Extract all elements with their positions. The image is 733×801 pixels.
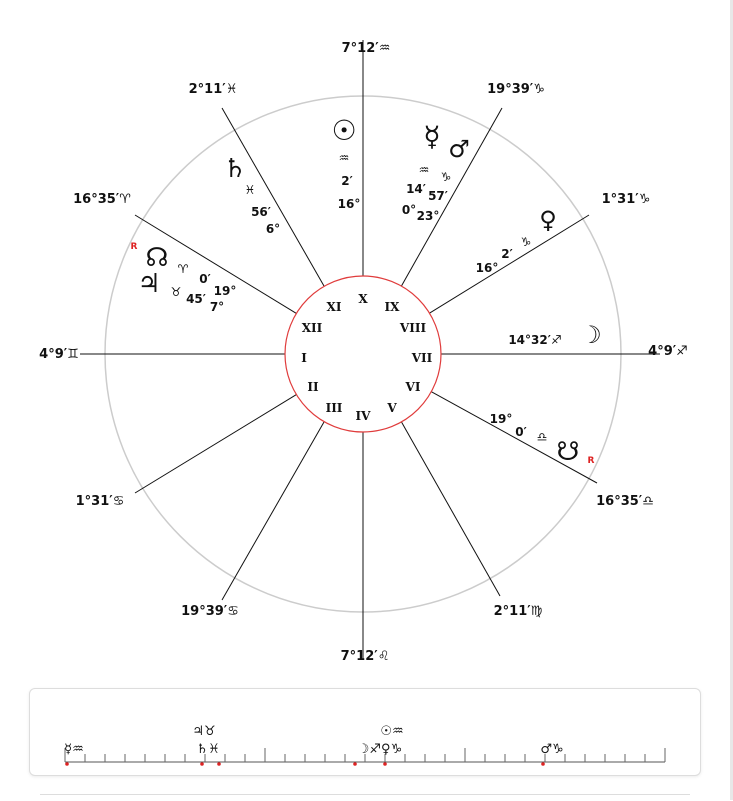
venus-sign: ♑ [520, 235, 532, 249]
north-node-icon: ☊ [145, 243, 169, 273]
sun-degrees: 16° [337, 197, 361, 211]
sun-sign: ♒ [338, 151, 350, 165]
house-number-iii: III [325, 401, 343, 415]
venus-icon: ♀ [539, 206, 557, 234]
house-number-ii: II [307, 380, 319, 394]
house-number-x: X [358, 292, 368, 306]
south-node-minutes: 0′ [515, 425, 527, 439]
cusp-label-ix: 19°39′♑ [487, 82, 545, 97]
venus-degrees: 16° [475, 261, 499, 275]
house-number-vii: VII [411, 351, 433, 365]
strip-label-moon-venus: ☽♐♀♑ [357, 742, 403, 757]
planet-position-marker [541, 762, 545, 766]
saturn-degrees: 6° [265, 222, 281, 236]
house-number-xi: XI [326, 300, 342, 314]
position-ruler [30, 689, 700, 775]
cusp-label-vi: 16°35′♎ [596, 494, 654, 509]
saturn-minutes: 56′ [251, 205, 271, 219]
strip-label-jupiter-north-node: ♃♉ [192, 724, 216, 739]
cusp-label-x: 7°12′♒ [341, 41, 391, 56]
south-node-degrees: 19° [489, 412, 513, 426]
north-node-degrees: 19° [213, 284, 237, 298]
house-cusp-line-v [401, 422, 500, 596]
jupiter-icon: ♃ [137, 269, 161, 299]
south-node-sign: ♎ [536, 430, 548, 444]
house-number-xii: XII [301, 321, 323, 335]
mercury-icon: ☿ [423, 120, 441, 153]
strip-label-sun: ☉♒ [380, 724, 404, 739]
house-cusp-line-xi [222, 108, 324, 286]
south-node-retrograde-mark: R [587, 456, 595, 466]
cusp-label-xi: 2°11′♓ [188, 82, 238, 97]
mercury-sign: ♒ [418, 163, 430, 177]
cusp-label-vii: 4°9′♐ [648, 344, 688, 359]
moon-position: 14°32′♐ [508, 333, 562, 347]
planet-position-strip [29, 688, 701, 776]
strip-label-mercury: ☿♒ [64, 742, 84, 757]
house-number-vi: VI [405, 380, 421, 394]
house-cusp-line-ii [135, 395, 296, 493]
mars-degrees: 23° [416, 209, 440, 223]
planet-position-marker [65, 762, 69, 766]
planet-position-marker [217, 762, 221, 766]
sun-minutes: 2′ [341, 174, 353, 188]
sun-icon: ☉ [331, 114, 357, 147]
jupiter-minutes: 45′ [186, 292, 206, 306]
cusp-label-xii: 16°35′♈ [73, 192, 131, 207]
north-node-retrograde-mark: R [130, 242, 138, 252]
mercury-degrees: 0° [401, 203, 417, 217]
strip-label-mars: ♂♑ [540, 742, 564, 757]
venus-minutes: 2′ [501, 247, 513, 261]
saturn-icon: ♄ [223, 154, 247, 184]
jupiter-sign: ♉ [170, 285, 182, 299]
planet-position-marker [383, 762, 387, 766]
saturn-sign: ♓ [244, 183, 256, 197]
cusp-label-viii: 1°31′♑ [601, 192, 651, 207]
strip-label-saturn: ♄♓ [196, 742, 220, 757]
jupiter-degrees: 7° [209, 300, 225, 314]
south-node-icon: ☋ [556, 437, 580, 467]
house-number-ix: IX [384, 300, 400, 314]
moon-icon: ☽ [580, 321, 602, 349]
house-number-iv: IV [355, 409, 371, 423]
cusp-label-iv: 7°12′♌ [340, 649, 390, 664]
mars-sign: ♑ [440, 170, 452, 184]
house-number-i: I [301, 351, 307, 365]
house-cusp-line-iii [222, 422, 324, 600]
planet-position-marker [353, 762, 357, 766]
north-node-sign: ♈ [177, 262, 189, 276]
cusp-label-ii: 1°31′♋ [75, 494, 125, 509]
planet-position-marker [200, 762, 204, 766]
house-cusp-line-viii [429, 215, 589, 313]
mars-icon: ♂ [448, 135, 470, 163]
mercury-minutes: 14′ [406, 182, 426, 196]
house-number-viii: VIII [399, 321, 427, 335]
north-node-minutes: 0′ [199, 272, 211, 286]
cusp-label-iii: 19°39′♋ [181, 604, 239, 619]
mars-minutes: 57′ [428, 189, 448, 203]
cusp-label-v: 2°11′♍ [493, 604, 543, 619]
house-number-v: V [387, 401, 397, 415]
cusp-label-i: 4°9′♊ [39, 347, 79, 362]
